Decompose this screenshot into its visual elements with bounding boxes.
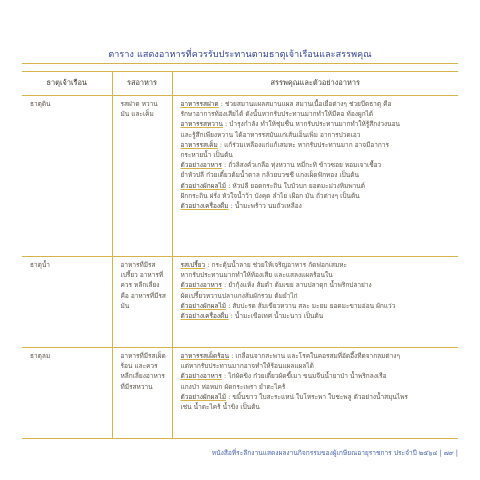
benefit-label: ตัวอย่างเครื่องดื่ม [180, 202, 229, 211]
benefit-text: : ไก่ผัดขิง ก๋วยเตี๋ยวผัดขี้เมา ขนมจีนน้ำยาป่า น้ำพริกลงเรือ [221, 372, 387, 381]
benefit-label: ตัวอย่างอาหาร [180, 372, 222, 381]
benefit-text: แกงป่า ห่อหมก ผัดกระเพรา ยำตะไคร้ [180, 382, 286, 391]
benefit-label: ตัวอย่างเครื่องดื่ม [180, 312, 229, 321]
benefit-line [181, 170, 455, 180]
benefit-text: : เกลื่อนจากสะพาน และโรคในคอรสมที่อัดอึ้งทีดจากลมต่างๆ [229, 352, 400, 360]
taste-cell: รสฝาด หวาน มัน และเค็ม [112, 96, 172, 257]
benefit-label: อาหารรสเค็ม [180, 140, 218, 149]
benefit-text: : กระตุ้นน้ำลาย ช่วยให้เจริญอาหาร กัดฟอกเสมหะ [205, 261, 348, 269]
benefit-text: ผัดเปรี้ยวหวานปลาแกงส้มผักรวม ต้มยำไก่ [180, 291, 298, 300]
header-element: ธาตุเจ้าเรือน [22, 72, 112, 96]
benefit-line [181, 311, 455, 321]
benefit-line [181, 99, 455, 109]
benefit-text: รักษาอาการท้องเสียได้ ดังนั้นหากรับประทานมากทำให้มีคอ ท้องผูกได้ [180, 110, 374, 119]
benefit-line [181, 291, 455, 301]
element-cell: ธาตุน้ำ [22, 257, 112, 348]
benefit-label: อาหารรสเผ็ดร้อน [180, 352, 230, 360]
element-cell: ธาตุลม [22, 348, 112, 439]
benefit-text: กระหายน้ำ เป็นต้น [180, 151, 233, 160]
benefit-text: แต่หากรับประทานมากอาจทำให้ร้อนแผลแผลได้ [180, 362, 314, 371]
benefit-line [181, 130, 455, 140]
header-benefits: สรรพคุณและตัวอย่างอาหาร [172, 72, 458, 96]
table-title: ตาราง แสดงอาหารที่ควรรับประทานตามธาตุเจ้าเรือนและสรรพคุณ [108, 50, 372, 60]
benefit-text: ฝักกระถิน ฝรั่ง หัวใจน้ำว้า บังคุด ลำไย เผือก มัน ถั่วต่างๆ เป็นต้น [180, 191, 360, 200]
benefit-line [181, 140, 455, 150]
nutrition-table [22, 71, 458, 439]
benefit-label: ตัวอย่างผักผลไม้ [180, 392, 226, 401]
taste-cell: อาหารที่มีรสเปรี้ยว อาหารที่ควร หลีกเลี่ยง คือ อาหารที่มีรสมัน [112, 257, 172, 348]
benefit-text: : น้ำมะพร้าว นมถั่วเหลือง [228, 202, 302, 211]
benefit-text: เช่น น้ำตะไคร้ น้ำขิง เป็นต้น [180, 403, 260, 412]
benefit-label: อาหารรสฝาด [180, 100, 219, 108]
benefit-line [181, 260, 455, 270]
benefit-line [181, 201, 455, 211]
benefits-cell [172, 348, 458, 439]
benefits-cell [172, 257, 458, 348]
benefit-label: ตัวอย่างอาหาร [180, 281, 222, 290]
benefit-line [181, 382, 455, 392]
table-row [22, 348, 458, 439]
benefit-text: : สับปะรด ส้มเขียวหวาน สละ มะยม ยอดมะขามอ่อน ผักแว่ว [226, 301, 396, 310]
benefit-label: อาหารรสหวาน [180, 120, 223, 129]
benefit-line [181, 351, 455, 361]
benefit-line [181, 109, 455, 119]
benefit-label: ตัวอย่างผักผลไม้ [180, 301, 226, 310]
taste-cell: อาหารที่มีรสเผ็ด ร้อน และควร หลีกเลี่ยงอาหาร ที่มีรสหวาน [112, 348, 172, 439]
title-divider [22, 63, 458, 64]
benefit-line [181, 280, 455, 290]
benefit-line [181, 392, 455, 402]
benefit-line [181, 160, 455, 170]
element-cell: ธาตุดิน [22, 96, 112, 257]
benefit-text: : ถั่วลิสงคั่วเกลือ ทุ่งหวาน หมี่กะทิ ข้าวซอย หอมเจาเชื้อว [221, 161, 382, 170]
benefit-line [181, 119, 455, 129]
benefit-text: และรู้สึกเพียงหวาน ได้อาหารรสมันแก่เส้นเอ็นเพิ่ม อาการปวดเอว [180, 130, 361, 139]
benefit-text: : หัวปลี ยอดกระถิน ใบบัวบก ยอดมะม่วงหิมพานต์ [226, 181, 365, 190]
benefit-text: : น้ำมะเขือเทศ น้ำมะนาว เป็นต้น [228, 312, 324, 321]
benefit-line [181, 191, 455, 201]
page-number: | ๗๙ | [439, 449, 458, 457]
benefit-text: : ขมิ้นขาว ใบสะระแหน่ ใบโหระพา ใบชะพลู ตัวอย่างน้ำสมุนไพร [226, 392, 408, 401]
header-taste: รสอาหาร [112, 72, 172, 96]
benefit-text: ยำหัวปลี ก๋วยเตี๋ยวต้มน้ำตาล กล้วยบวชชี แกงเผ็ดฟักทอง เป็นต้น [180, 171, 359, 180]
benefit-text: : ช่วยสมานแผลสมานแผล สมานเนื้อเยื่อต่างๆ ช่วยบีดธาตุ คือ [218, 100, 392, 108]
benefit-text: : แก้ร่วมเหลืองแก่แก้เสมหะ หากรับประทานมาก อาจมีอาการ [217, 140, 389, 149]
table-row [22, 96, 458, 257]
benefit-line [181, 361, 455, 371]
page-footer [212, 447, 458, 458]
benefit-text: หากรับประทานมากทำให้ท้องเสีย และแสลงแผลร้อนใน [180, 271, 333, 280]
benefit-line [181, 181, 455, 191]
footer-text: หนังสือที่ระลึกงานแสดงผลงานกิจกรรมของผู้เกษียณอายุราชการ ประจำปี ๒๕๖๔ [211, 449, 438, 457]
benefit-line [181, 402, 455, 412]
benefit-line [181, 150, 455, 160]
benefit-text: : บำรุงกำลัง ทำให้ชุ่มชื่น หากรับประทานมากทำให้รู้สึกง่วงนอน [222, 120, 400, 129]
benefit-label: ตัวอย่างอาหาร [180, 161, 222, 170]
benefits-cell [172, 96, 458, 257]
table-header-row [22, 72, 458, 96]
benefit-line [181, 270, 455, 280]
benefit-label: รสเปรี้ยว [180, 261, 206, 269]
benefit-text: : ยำกุ้งแห้ง ส้มตำ ต้มเขย ลาบปลาดุก น้ำพริกปลาย่าง [221, 281, 372, 290]
benefit-line [181, 371, 455, 381]
table-row [22, 257, 458, 348]
benefit-label: ตัวอย่างผักผลไม้ [180, 181, 226, 190]
benefit-line [181, 301, 455, 311]
